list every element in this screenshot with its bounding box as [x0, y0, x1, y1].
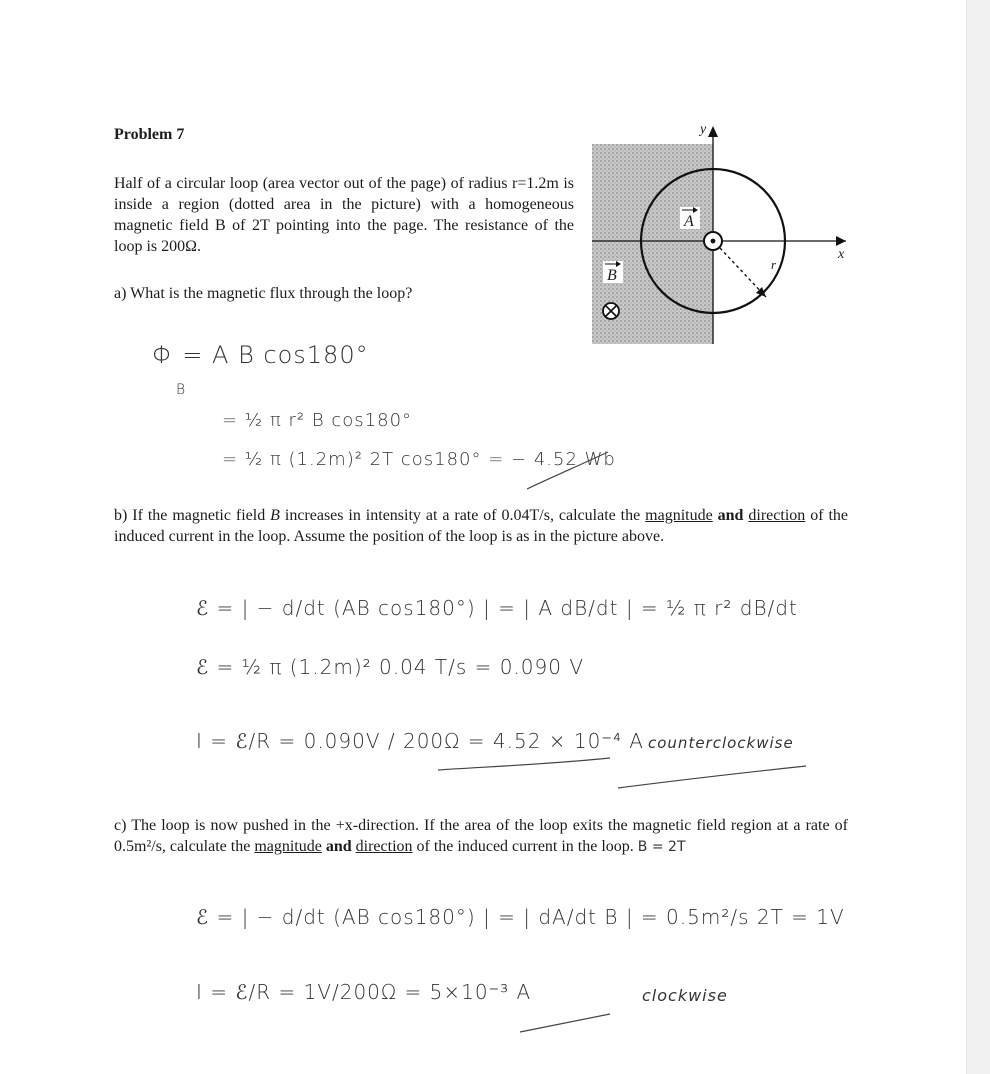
- area-vector-label: A: [684, 213, 694, 230]
- hw-c-direction: clockwise: [642, 986, 728, 1005]
- problem-intro: Half of a circular loop (area vector out of the page) of radius r=1.2m is inside a region (dotted area in the picture) with a homogeneous magnetic field B of 2T pointing into the page. The resistance of the loop is 200Ω.: [114, 175, 574, 255]
- hw-c-given: B = 2T: [637, 839, 686, 855]
- hw-a-phi-subscript: B: [176, 382, 187, 398]
- hw-c-line1: ℰ = | − d/dt (AB cos180°) | = | dA/dt B | = 0.5m²/s 2T = 1V: [196, 905, 845, 929]
- x-axis-label: x: [838, 247, 845, 262]
- hw-b-line3: I = ℰ/R = 0.090V / 200Ω = 4.52 × 10⁻⁴ A: [196, 729, 644, 753]
- hw-c-line2: I = ℰ/R = 1V/200Ω = 5×10⁻³ A: [196, 980, 532, 1004]
- problem-title: Problem 7: [114, 126, 185, 143]
- field-vector-label: B: [607, 267, 617, 284]
- question-a: a) What is the magnetic flux through the loop?: [114, 285, 413, 302]
- hw-b-line1: ℰ = | − d/dt (AB cos180°) | = | A dB/dt | = ½ π r² dB/dt: [196, 596, 798, 620]
- radius-label: r: [771, 257, 777, 272]
- hw-a-line2: = ½ π r² B cos180°: [222, 410, 413, 431]
- question-b: b) If the magnetic field B increases in intensity at a rate of 0.04T/s, calculate the magnitude and direction of the induced current in the loop. Assume the position of the loop is as in the picture above.: [114, 507, 849, 545]
- hw-b-direction: counterclockwise: [648, 734, 794, 752]
- question-c: c) The loop is now pushed in the +x-direction. If the area of the loop exits the magnetic field region at a rate of 0.5m²/s, calculate the magnitude and direction of the induced current in the loop. B = 2T: [114, 817, 848, 855]
- hw-a-line3: = ½ π (1.2m)² 2T cos180° = − 4.52 Wb: [222, 449, 616, 470]
- scan-margin: [966, 0, 990, 1074]
- y-axis-label: y: [700, 122, 707, 137]
- hw-a-line1: Φ = A B cos180°: [152, 341, 369, 369]
- hw-b-line2: ℰ = ½ π (1.2m)² 0.04 T/s = 0.090 V: [196, 655, 585, 679]
